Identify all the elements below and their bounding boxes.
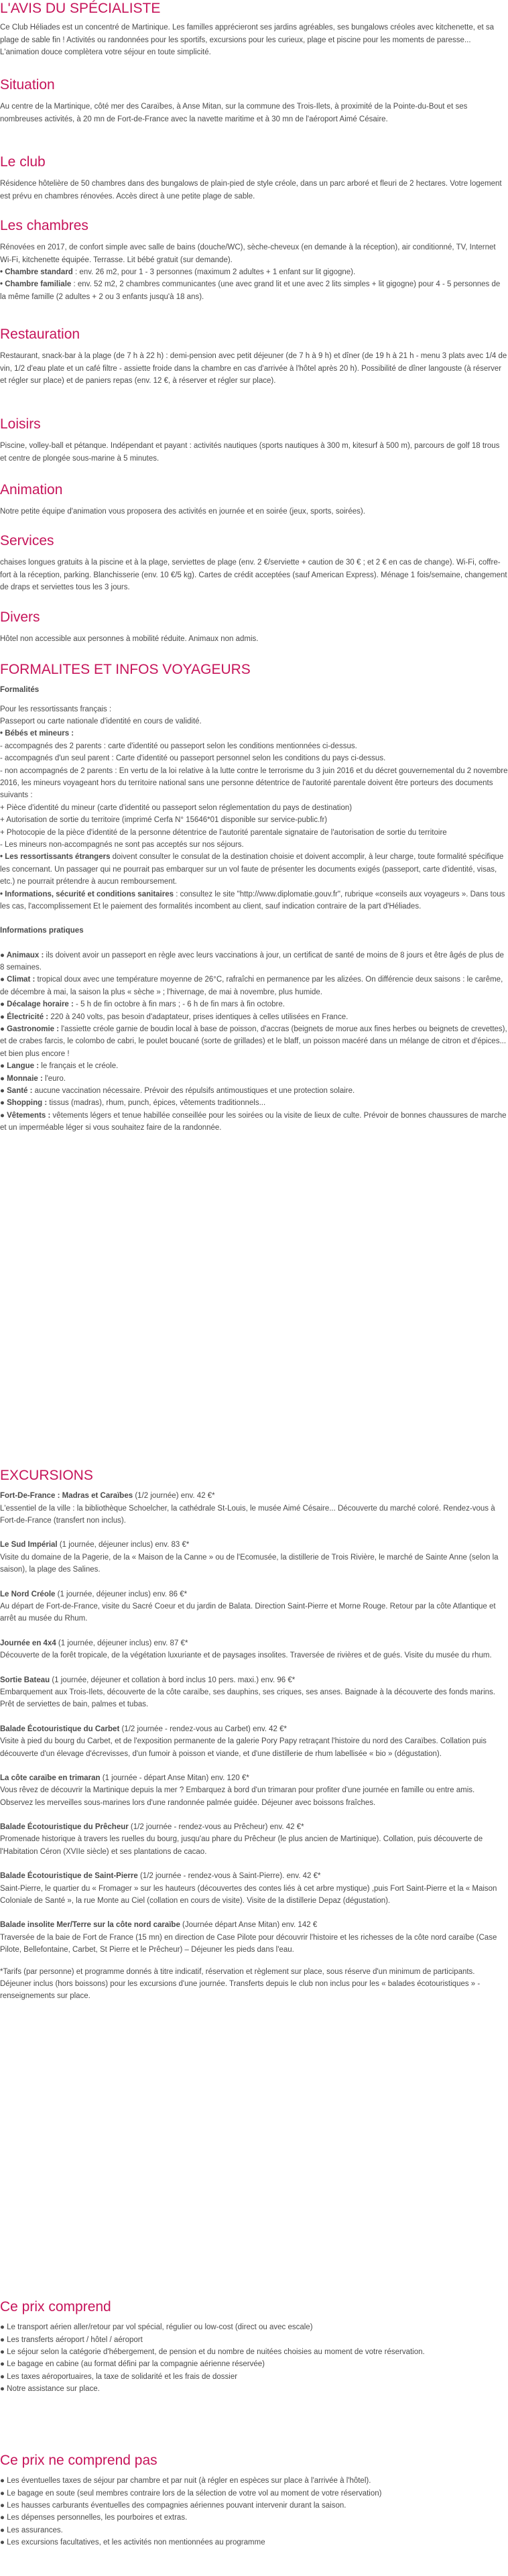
pratique-text: - 5 h de fin octobre à fin mars ; - 6 h de fin mars à fin octobre. bbox=[73, 1000, 285, 1009]
excursion-item bbox=[0, 1637, 508, 1662]
section-animation bbox=[0, 481, 508, 518]
excursion-description: Au départ de Fort-de-France, visite du Sacré Coeur et du jardin de Balata. Direction Saint-Pierre et Morne Rouge. Retour par la côte Atlantique et arrêt au musée du Rhum. bbox=[0, 1602, 496, 1623]
comprend-item: ● Les transferts aéroport / hôtel / aéroport bbox=[0, 2335, 143, 2344]
excursion-name: Fort-De-France : Madras et Caraïbes bbox=[0, 1492, 133, 1501]
etrangers-text: doivent consulter le consulat de la destination choisie et doivent accomplir, à leur charge, toute formalité spécifique les concernant. Un passager qui ne pourrait pas embarquer sur un vol faute de présenter les documents exigés (passeport, carte d'identité, visas, etc.) ne pourrait prétendre à aucun remboursement. bbox=[0, 853, 504, 886]
section-services bbox=[0, 532, 508, 593]
comprend-item: ● Le transport aérien aller/retour par vol spécial, régulier ou low-cost (direct ou avec escale) bbox=[0, 2323, 313, 2332]
excursion-meta: (1 journée, déjeuner inclus) env. 83 €* bbox=[57, 1541, 190, 1549]
excursion-heading bbox=[0, 1821, 508, 1833]
excursion-heading bbox=[0, 1723, 508, 1735]
pratique-label: ● Santé : bbox=[0, 1086, 33, 1095]
necomprend-item: ● Le bagage en soute (seul membres contraire lors de la sélection de votre vol au moment de votre réservation) bbox=[0, 2489, 382, 2498]
informations-securite bbox=[0, 888, 508, 913]
pratique-item bbox=[0, 949, 508, 974]
necomprend-item: ● Les hausses carburants éventuelles des compagnies aériennes pouvant intervenir durant la saison. bbox=[0, 2502, 346, 2510]
formalites-line: - accompagnés des 2 parents : carte d'identité ou passeport selon les conditions mentionnées ci-dessus. bbox=[0, 742, 357, 750]
pratique-item bbox=[0, 974, 508, 998]
comprend-item: ● Notre assistance sur place. bbox=[0, 2385, 100, 2394]
necomprend-item: ● Les assurances. bbox=[0, 2526, 63, 2534]
pratique-label: ● Langue : bbox=[0, 1062, 40, 1071]
pratique-label: ● Gastronomie : bbox=[0, 1025, 60, 1034]
section-text: Résidence hôtelière de 50 chambres dans des bungalows de plain-pied de style créole, dans un parc arboré et fleuri de 2 hectares. Votre logement est prévu en chambres rénovées. Accès direct à une petite plage de sable. bbox=[0, 180, 502, 200]
excursion-description: Saint-Pierre, le quartier du « Fromager » sur les hauteurs (découvertes des contes liés à cet arbre mystique) ,puis Fort Saint-Pierre et la « Maison Coloniale de Santé », la rue Monte au Ciel (collation en cours de visite). Visite de la distillerie Depaz (dégustation). bbox=[0, 1884, 497, 1906]
section-excursions bbox=[0, 1467, 508, 2003]
pratique-label: ● Climat : bbox=[0, 976, 36, 984]
excursion-name: Balade Écotouristique du Prêcheur bbox=[0, 1823, 129, 1832]
excursion-meta: (1 journée, déjeuner et collation à bord inclus 10 pers. maxi.) env. 96 €* bbox=[50, 1676, 296, 1684]
section-divers bbox=[0, 609, 508, 646]
excursions-note: *Tarifs (par personne) et programme donnés à titre indicatif, réservation et règlement sur place, sous réserve d'un minimum de participants. Déjeuner inclus (hors boissons) pour les excursions d'une journée. Transferts depuis le club non inclus pour les « balades écotouristiques » - renseignements sur place. bbox=[0, 1967, 481, 2001]
pratique-item bbox=[0, 1097, 508, 1109]
section-title: Loisirs bbox=[0, 416, 41, 432]
excursion-heading bbox=[0, 1919, 508, 1931]
section-title: Le club bbox=[0, 154, 46, 170]
etrangers-label: • Les ressortissants étrangers bbox=[0, 853, 111, 862]
section-text: Restaurant, snack-bar à la plage (de 7 h à 22 h) : demi-pension avec petit déjeuner (de 7 h à 9 h) et dîner (de 19 h à 21 h - menu 3 plats avec 1/4 de vin, 1/2 d'eau plate et un café filtre - assiette froide dans la chambre en cas d'arrivée à l'hôtel après 20 h). Possibilité de dîner langouste (à réserver et régler sur place) et de paniers repas (env. 12 €, à réserver et régler sur place). bbox=[0, 352, 507, 386]
section-text: Hôtel non accessible aux personnes à mobilité réduite. Animaux non admis. bbox=[0, 635, 259, 644]
excursion-description: Vous rêvez de découvrir la Martinique depuis la mer ? Embarquez à bord d'un trimaran pour profiter d'une journée en famille ou entre amis. Observez les merveilles sous-marines lors d'une randonnée palmée guidée. Déjeuner avec boissons fraîches. bbox=[0, 1786, 475, 1807]
section-title: Les chambres bbox=[0, 218, 88, 233]
formalites-subtitle: Formalités bbox=[0, 686, 40, 695]
section-text: Au centre de la Martinique, côté mer des Caraïbes, à Anse Mitan, sur la commune des Trois-Ilets, à proximité de la Pointe-du-Bout et ses nombreuses activités, à 20 mn de Fort-de-France avec la navette maritime et à 30 mn de l'aéroport Aimé Césaire. bbox=[0, 103, 468, 123]
excursion-item bbox=[0, 1821, 508, 1858]
formalites-line: - non accompagnés de 2 parents : En vertu de la loi relative à la lutte contre le terrorisme du 3 juin 2016 et du décret gouvernemental du 2 novembre 2016, les mineurs voyageant hors du territoire national sans une personne détentrice de l'autorité parentale doivent être porteurs des documents suivants : bbox=[0, 766, 508, 800]
pratique-label: ● Monnaie : bbox=[0, 1074, 43, 1083]
chambre-familiale-text: : env. 52 m2, 2 chambres communicantes (une avec grand lit et une avec 2 lits simples + lit gigogne) pour 4 - 5 personnes de la même famille (2 adultes + 2 ou 3 enfants jusqu'à 18 ans). bbox=[0, 280, 501, 301]
excursion-heading bbox=[0, 1588, 508, 1600]
excursion-item bbox=[0, 1723, 508, 1760]
pratique-text: aucune vaccination nécessaire. Prévoir des répulsifs antimoustiques et une protection solaire. bbox=[32, 1086, 355, 1095]
section-formalites bbox=[0, 661, 508, 1134]
excursion-meta: (1/2 journée - rendez-vous à Saint-Pierre). env. 42 €* bbox=[137, 1872, 321, 1881]
excursion-item bbox=[0, 1772, 508, 1809]
excursion-name: Le Nord Créole bbox=[0, 1590, 56, 1598]
section-restauration bbox=[0, 326, 508, 387]
pratique-item bbox=[0, 1060, 508, 1072]
excursion-description: Découverte de la forêt tropicale, de la végétation luxuriante et de paysages insolites. Traversée de rivières et de gués. Visite du musée du rhum. bbox=[0, 1651, 492, 1660]
pratique-text: le français et le créole. bbox=[39, 1062, 119, 1071]
excursion-description: Visite du domaine de la Pagerie, de la « Maison de la Canne » ou de l'Ecomusée, la distillerie de Trois Rivière, le marché de Sainte Anne (selon la saison), la plage des Salines. bbox=[0, 1553, 499, 1574]
section-club bbox=[0, 154, 508, 202]
section-title: EXCURSIONS bbox=[0, 1468, 93, 1483]
pratique-label: ● Décalage horaire : bbox=[0, 1000, 74, 1009]
section-title: Animation bbox=[0, 482, 63, 497]
chambre-standard-text: : env. 26 m2, pour 1 - 3 personnes (maximum 2 adultes + 1 enfant sur lit gigogne). bbox=[72, 268, 356, 277]
excursion-description: Promenade historique à travers les ruelles du bourg, jusqu'au phare du Prêcheur (le plus ancien de Martinique). Collation, puis découverte de l'Habitation Céron (XVIIe siècle) et ses plantations de cacao. bbox=[0, 1835, 483, 1856]
pratiques-list bbox=[0, 949, 508, 1134]
pratique-text: ils doivent avoir un passeport en règle avec leurs vaccinations à jour, un certificat de santé de moins de 8 jours et être âgés de plus de 8 semaines. bbox=[0, 951, 504, 972]
excursion-list bbox=[0, 1490, 508, 1956]
excursion-description: L'essentiel de la ville : la bibliothèque Schoelcher, la cathédrale St-Louis, le musée Aimé Césaire... Découverte du marché coloré. Rendez-vous à Fort-de-France (transfert non inclus). bbox=[0, 1504, 495, 1525]
excursion-heading bbox=[0, 1637, 508, 1649]
info-text: : consultez le site "http://www.diplomatie.gouv.fr", rubrique «conseils aux voyageurs ». Dans tous les cas, l'accomplissement Et le paiement des formalités incombent au client, sauf indication contraire de la part d'Héliades. bbox=[0, 890, 505, 911]
comprend-item: ● Le bagage en cabine (au format défini par la compagnie aérienne réservée) bbox=[0, 2360, 265, 2369]
excursion-heading bbox=[0, 1490, 508, 1502]
section-chambres bbox=[0, 217, 508, 303]
pratique-text: 220 à 240 volts, pas besoin d'adaptateur, prises identiques à celles utilisées en France. bbox=[48, 1012, 348, 1021]
section-loisirs bbox=[0, 416, 508, 465]
excursion-name: Balade Écotouristique de Saint-Pierre bbox=[0, 1872, 138, 1881]
excursion-name: La côte caraïbe en trimaran bbox=[0, 1773, 101, 1782]
section-title: FORMALITES ET INFOS VOYAGEURS bbox=[0, 662, 251, 677]
formalites-line: Passeport ou carte nationale d'identité en cours de validité. bbox=[0, 717, 202, 726]
excursion-meta: (1 journée, déjeuner inclus) env. 86 €* bbox=[55, 1590, 188, 1598]
chambre-standard-label: • Chambre standard bbox=[0, 268, 73, 277]
excursion-meta: (1 journée - départ Anse Mitan) env. 120 €* bbox=[100, 1773, 249, 1782]
section-text: chaises longues gratuits à la piscine et à la plage, serviettes de plage (env. 2 €/serviette + caution de 30 € ; et 2 € en cas de change). Wi-Fi, coffre-fort à la réception, parking. Blanchisserie (env. 10 €/5 kg). Cartes de crédit acceptées (sauf American Express). Ménage 1 fois/semaine, changement de draps et serviettes tous les 3 jours. bbox=[0, 559, 507, 592]
section-title: L'AVIS DU SPÉCIALISTE bbox=[0, 1, 161, 16]
excursion-heading bbox=[0, 1870, 508, 1882]
excursion-meta: (1/2 journée) env. 42 €* bbox=[133, 1492, 215, 1501]
section-title: Situation bbox=[0, 77, 55, 93]
pratique-label: ● Shopping : bbox=[0, 1099, 48, 1108]
excursion-description: Visite à pied du bourg du Carbet, et de l'exposition permanente de la galerie Pory Papy retraçant l'histoire du nord des Caraïbes. Collation puis découverte d'un élevage d'écrevisses, d'un fumoir à poisson et viande, et d'une distillerie de rhum labellisée « bio » (dégustation). bbox=[0, 1737, 487, 1758]
comprend-item: ● Le séjour selon la catégorie d'hébergement, de pension et du nombre de nuitées choisies au moment de votre réservation. bbox=[0, 2348, 425, 2357]
excursion-heading bbox=[0, 1674, 508, 1686]
pratique-item bbox=[0, 1011, 508, 1023]
excursion-name: Journée en 4x4 bbox=[0, 1639, 56, 1647]
excursion-name: Balade Écotouristique du Carbet bbox=[0, 1724, 120, 1733]
formalites-line: + Autorisation de sortie du territoire (imprimé Cerfa N° 15646*01 disponible sur service-public.fr) bbox=[0, 816, 328, 825]
bebes-label: • Bébés et mineurs : bbox=[0, 729, 74, 738]
section-title: Ce prix ne comprend pas bbox=[0, 2453, 157, 2468]
chambre-standard bbox=[0, 266, 508, 278]
section-avis bbox=[0, 0, 508, 58]
comprend-list bbox=[0, 2321, 508, 2395]
formalites-line: - accompagnés d'un seul parent : Carte d'identité ou passeport personnel selon les conditions du pays ci-dessus. bbox=[0, 754, 386, 763]
necomprend-item: ● Les dépenses personnelles, les pourboires et extras. bbox=[0, 2514, 188, 2522]
section-text: Piscine, volley-ball et pétanque. Indépendant et payant : activités nautiques (sports nautiques à 300 m, kitesurf à 500 m), parcours de golf 18 trous et centre de plongée sous-marine à 5 minutes. bbox=[0, 442, 500, 463]
section-title: Divers bbox=[0, 609, 40, 625]
excursion-description: Traversée de la baie de Fort de France (15 mn) en direction de Case Pilote pour découvrir l'histoire et les richesses de la côte nord caraïbe (Case Pilote, Bellefontaine, Carbet, St Pierre et le Prêcheur) – Déjeuner les pieds dans l'eau. bbox=[0, 1933, 497, 1954]
pratique-text: l'euro. bbox=[42, 1074, 66, 1083]
section-necomprend bbox=[0, 2452, 508, 2549]
pratique-label: ● Vêtements : bbox=[0, 1111, 51, 1120]
necomprend-item: ● Les excursions facultatives, et les activités non mentionnées au programme bbox=[0, 2538, 265, 2547]
formalites-line: + Photocopie de la pièce d'identité de la personne détentrice de l'autorité parentale signataire de l'autorisation de sortie du territoire bbox=[0, 828, 447, 837]
pratique-text: vêtements légers et tenue habillée conseillée pour les soirées ou la visite de lieux de culte. Prévoir de bonnes chaussures de marche et un imperméable léger si vous souhaitez faire de la randonnée. bbox=[0, 1111, 507, 1132]
necomprend-item: ● Les éventuelles taxes de séjour par chambre et par nuit (à régler en espèces sur place à l'arrivée à l'hôtel). bbox=[0, 2477, 371, 2485]
excursion-item bbox=[0, 1919, 508, 1956]
section-situation bbox=[0, 76, 508, 125]
pratique-text: tropical doux avec une température moyenne de 26°C, rafraîchi en permanence par les alizées. On différencie deux saisons : le carême, de décembre à mai, la saison la plus « sèche » ; l'hivernage, de mai à novembre, plus humide. bbox=[0, 976, 503, 996]
necomprend-list bbox=[0, 2475, 508, 2549]
formalites-line: - Les mineurs non-accompagnés ne sont pas acceptés sur nos séjours. bbox=[0, 840, 244, 849]
excursion-name: Balade insolite Mer/Terre sur la côte nord caraïbe bbox=[0, 1921, 180, 1930]
section-title: Restauration bbox=[0, 327, 80, 342]
excursion-meta: (1/2 journée - rendez-vous au Prêcheur) env. 42 €* bbox=[128, 1823, 304, 1832]
section-text: Ce Club Héliades est un concentré de Martinique. Les familles apprécieront ses jardins agréables, ses bungalows créoles avec kitchenette, et sa plage de sable fin ! Activités ou randonnées pour les sportifs, excursions pour les curieux, plage et piscine pour les moments de paresse... L'animation douce complètera votre séjour en toute simplicité. bbox=[0, 23, 495, 57]
excursion-heading bbox=[0, 1539, 508, 1551]
pratique-label: ● Animaux : bbox=[0, 951, 44, 959]
pratique-text: l'assiette créole garnie de boudin local à base de poisson, d'accras (beignets de morue aux fines herbes ou beignets de crevettes), et de crabes farcis, le colombo de cabri, le poulet boucané (sorte de grillades) et le blaff, un poisson macéré dans un mélange de citron et d'épices... et bien plus encore ! bbox=[0, 1025, 507, 1058]
chambre-familiale bbox=[0, 278, 508, 303]
formalites-line: Pour les ressortissants français : bbox=[0, 705, 112, 713]
pratique-item bbox=[0, 1085, 508, 1097]
excursion-description: Embarquement aux Trois-Ilets, découverte de la côte caraïbe, ses dauphins, ses criques, ses anses. Baignade à la découverte des fonds marins. Prêt de serviettes de bain, palmes et tubas. bbox=[0, 1688, 495, 1709]
excursion-item bbox=[0, 1588, 508, 1625]
pratiques-subtitle: Informations pratiques bbox=[0, 927, 84, 935]
excursion-item bbox=[0, 1490, 508, 1527]
excursion-item bbox=[0, 1870, 508, 1907]
info-label: • Informations, sécurité et conditions sanitaires bbox=[0, 890, 174, 898]
pratique-text: tissus (madras), rhum, punch, épices, vêtements traditionnels... bbox=[47, 1099, 266, 1108]
excursion-meta: (1/2 journée - rendez-vous au Carbet) env. 42 €* bbox=[119, 1724, 288, 1733]
section-title: Services bbox=[0, 533, 54, 548]
excursion-item bbox=[0, 1674, 508, 1711]
chambres-intro: Rénovées en 2017, de confort simple avec salle de bains (douche/WC), sèche-cheveux (en demande à la réception), air conditionné, TV, Internet Wi-Fi, kitchenette équipée. Terrasse. Lit bébé gratuit (sur demande). bbox=[0, 243, 496, 264]
excursion-item bbox=[0, 1539, 508, 1576]
formalites-line: + Pièce d'identité du mineur (carte d'identité ou passeport selon réglementation du pays de destination) bbox=[0, 803, 353, 812]
pratique-item bbox=[0, 1110, 508, 1134]
comprend-item: ● Les taxes aéroportuaires, la taxe de solidarité et les frais de dossier bbox=[0, 2372, 238, 2381]
pratique-label: ● Électricité : bbox=[0, 1012, 49, 1021]
pratique-item bbox=[0, 998, 508, 1010]
pratique-item bbox=[0, 1073, 508, 1085]
excursion-meta: (1 journée, déjeuner inclus) env. 87 €* bbox=[56, 1639, 188, 1647]
section-title: Ce prix comprend bbox=[0, 2299, 111, 2315]
section-text: Notre petite équipe d'animation vous proposera des activités en journée et en soirée (jeux, sports, soirées). bbox=[0, 508, 365, 516]
etrangers bbox=[0, 851, 508, 888]
excursion-heading bbox=[0, 1772, 508, 1784]
excursion-meta: (Journée départ Anse Mitan) env. 142 € bbox=[180, 1921, 318, 1930]
pratique-item bbox=[0, 1023, 508, 1060]
chambre-familiale-label: • Chambre familiale bbox=[0, 280, 72, 289]
excursion-name: Sortie Bateau bbox=[0, 1676, 50, 1684]
excursion-name: Le Sud Impérial bbox=[0, 1541, 58, 1549]
section-comprend bbox=[0, 2298, 508, 2396]
